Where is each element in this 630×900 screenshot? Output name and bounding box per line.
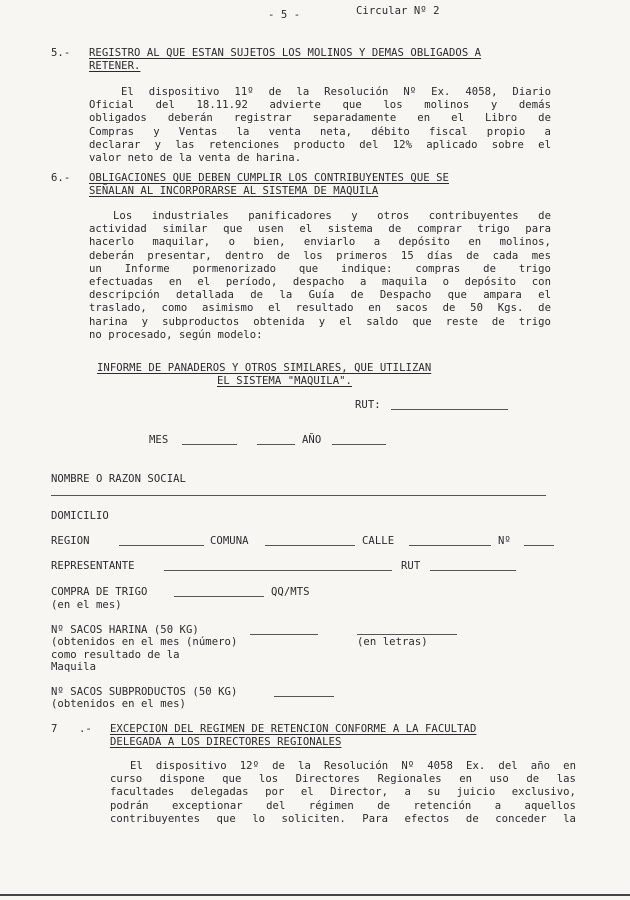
nombre-blank	[51, 495, 546, 496]
scan-bottom-edge	[0, 894, 630, 896]
mes-label: MES	[149, 434, 169, 446]
compra-trigo-blank	[174, 596, 264, 597]
domicilio-label: DOMICILIO	[51, 510, 109, 522]
numero-label: Nº	[498, 535, 511, 547]
section-6-body	[89, 210, 551, 342]
comuna-blank	[265, 545, 355, 546]
paragraph-line: Oficial del 18.11.92 advierte que los molinos y demás	[89, 99, 551, 112]
calle-blank	[409, 545, 491, 546]
paragraph-line: podrán exceptionar del régimen de retención a aquellos	[110, 799, 576, 812]
rut2-blank	[430, 570, 516, 571]
ano-label: AÑO	[302, 434, 322, 446]
section-7-dash: .-	[79, 723, 92, 735]
paragraph-line: El dispositivo 11º de la Resolución Nº Ex. 4058, Diario	[121, 86, 551, 98]
en-letras-label: (en letras)	[357, 636, 428, 648]
section-6-title-line2: SEÑALAN AL INCORPORARSE AL SISTEMA DE MAQUILA	[89, 185, 379, 197]
section-5-number: 5.-	[51, 47, 71, 59]
compra-unit-label: QQ/MTS	[271, 586, 310, 598]
maquila-label: Maquila	[51, 661, 96, 673]
paragraph-line: El dispositivo 12º de la Resolución Nº 4058 Ex. del año en	[130, 760, 576, 772]
paragraph-line: contribuyentes que lo soliciten. Para efectos de conceder la	[110, 812, 576, 825]
sacos-harina-blank	[250, 634, 318, 635]
paragraph-line: curso dispone que los Directores Regionales en uso de las	[110, 773, 576, 786]
rut-blank	[391, 409, 508, 410]
paragraph-line: declarar y las retenciones producto del 12% aplicado sobre el	[89, 138, 551, 151]
sacos-harina-letras-blank	[357, 634, 457, 635]
form-title-line2: EL SISTEMA "MAQUILA".	[217, 375, 352, 387]
comuna-label: COMUNA	[210, 535, 249, 547]
section-7-number: 7	[51, 723, 58, 735]
calle-label: CALLE	[362, 535, 395, 547]
mes-blank-2	[257, 444, 295, 445]
sacos-harina-label: Nº SACOS HARINA (50 KG)	[51, 624, 199, 636]
region-blank	[119, 545, 204, 546]
representante-blank	[164, 570, 392, 571]
paragraph-line: un Informe pormenorizado que indique: compras de trigo	[89, 262, 551, 275]
paragraph-line: hacerlo maquilar, o bien, enviarlo a depósito en molinos,	[89, 236, 551, 249]
compra-sub-label: (en el mes)	[51, 599, 122, 611]
paragraph-line: Los industriales panificadores y otros contribuyentes de	[113, 210, 551, 222]
form-title-line1: INFORME DE PANADEROS Y OTROS SIMILARES, QUE UTILIZAN	[97, 362, 432, 374]
paragraph-line: no procesado, según modelo:	[89, 328, 263, 341]
paragraph-line: facultades delegadas por el Director, a su juicio exclusivo,	[110, 786, 576, 799]
mes-blank	[182, 444, 237, 445]
rut-label: RUT:	[355, 399, 381, 411]
representante-label: REPRESENTANTE	[51, 560, 135, 572]
section-7-title-line2: DELEGADA A LOS DIRECTORES REGIONALES	[110, 736, 342, 748]
sacos-subproductos-sub-label: (obtenidos en el mes)	[51, 698, 186, 710]
sacos-harina-sub-label: (obtenidos en el mes (número)	[51, 636, 238, 648]
compra-trigo-label: COMPRA DE TRIGO	[51, 586, 148, 598]
section-5-body	[89, 86, 551, 165]
numero-blank	[524, 545, 554, 546]
region-label: REGION	[51, 535, 90, 547]
section-6-number: 6.-	[51, 172, 71, 184]
paragraph-line: Compras y Ventas la venta neta, débito fiscal propio a	[89, 125, 551, 138]
paragraph-line: traslado, como asimismo el resultado en sacos de 50 Kgs. de	[89, 302, 551, 315]
page-number: - 5 -	[268, 9, 301, 21]
paragraph-line: valor neto de la venta de harina.	[89, 151, 302, 164]
section-5-title-line1: REGISTRO AL QUE ESTAN SUJETOS LOS MOLINOS Y DEMAS OBLIGADOS A	[89, 47, 482, 59]
circular-label: Circular Nº 2	[356, 5, 440, 17]
sacos-subproductos-blank	[274, 696, 334, 697]
sacos-subproductos-label: Nº SACOS SUBPRODUCTOS (50 KG)	[51, 686, 238, 698]
rut2-label: RUT	[401, 560, 421, 572]
paragraph-line: efectuadas en el período, despacho a maquila o depósito con	[89, 275, 551, 288]
section-5-title-line2: RETENER.	[89, 60, 141, 72]
paragraph-line: harina y subproductos obtenida y el saldo que reste de trigo	[89, 315, 551, 328]
paragraph-line: descripción detallada de la Guía de Despacho que ampara el	[89, 289, 551, 302]
section-7-body	[110, 760, 576, 826]
como-resultado-label: como resultado de la	[51, 649, 180, 661]
paragraph-line: obligados deberán registrar separadamente en el Libro de	[89, 112, 551, 125]
nombre-label: NOMBRE O RAZON SOCIAL	[51, 473, 186, 485]
section-6-title-line1: OBLIGACIONES QUE DEBEN CUMPLIR LOS CONTRIBUYENTES QUE SE	[89, 172, 449, 184]
paragraph-line: actividad similar que usen el sistema de comprar trigo para	[89, 223, 551, 236]
ano-blank	[332, 444, 386, 445]
section-7-title-line1: EXCEPCION DEL REGIMEN DE RETENCION CONFORME A LA FACULTAD	[110, 723, 477, 735]
paragraph-line: deberán presentar, dentro de los primeros 15 días de cada mes	[89, 249, 551, 262]
